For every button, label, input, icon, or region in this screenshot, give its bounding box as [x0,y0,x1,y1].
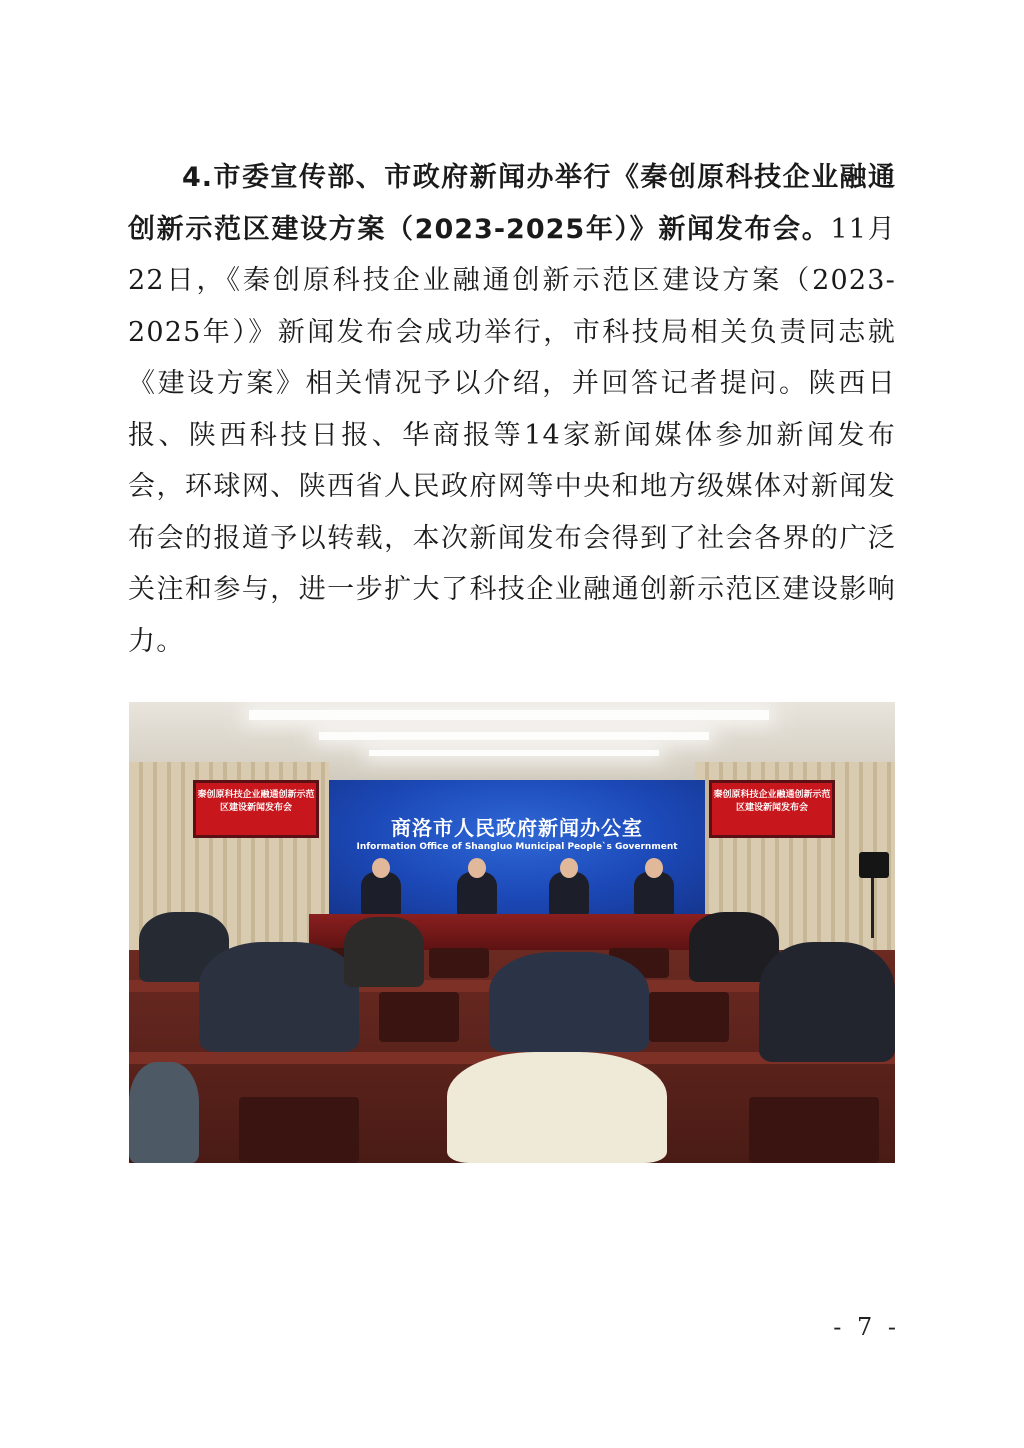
photo-screen-right: 秦创原科技企业融通创新示范区建设新闻发布会 [709,780,835,838]
paragraph-lead: 4.市委宣传部、市政府新闻办举行《秦创原科技企业融通创新示范区建设方案（2023-2025年）》新闻发布会。 [128,162,896,245]
photo-attendee [129,1062,199,1163]
photo-speaker [549,872,589,916]
photo-chair [239,1097,359,1163]
photo-ceiling-light [249,710,769,720]
photo-ceiling-light [319,732,709,740]
photo-ceiling-light [369,750,659,756]
photo-speaker [457,872,497,916]
article [128,152,896,667]
photo-backdrop-subtitle: Information Office of Shangluo Municipal People`s Government [356,842,678,852]
page-number: - 7 - [833,1313,900,1341]
photo-speaker [634,872,674,916]
photo-camera [859,852,889,878]
press-conference-photo [129,702,895,1163]
photo-attendee [199,942,359,1052]
photo-tripod [871,878,874,938]
photo-attendee [344,917,424,987]
photo-chair [429,948,489,978]
photo-chair [379,992,459,1042]
photo-screen-left: 秦创原科技企业融通创新示范区建设新闻发布会 [193,780,319,838]
paragraph-body: 11月22日，《秦创原科技企业融通创新示范区建设方案（2023-2025年）》新闻发布会成功举行，市科技局相关负责同志就《建设方案》相关情况予以介绍，并回答记者提问。陕西日报、陕西科技日报、华商报等14家新闻媒体参加新闻发布会，环球网、陕西省人民政府网等中央和地方级媒体对新闻发布会的报道予以转载，本次新闻发布会得到了社会各界的广泛关注和参与，进一步扩大了科技企业融通创新示范区建设影响力。 [128,213,896,657]
photo-attendee [759,942,895,1062]
photo-speaker [361,872,401,916]
photo-attendee [489,952,649,1052]
photo-attendee [447,1052,667,1163]
photo-chair [649,992,729,1042]
photo-chair [749,1097,879,1163]
paragraph [128,152,896,667]
photo-backdrop-title: 商洛市人民政府新闻办公室 [391,816,643,840]
